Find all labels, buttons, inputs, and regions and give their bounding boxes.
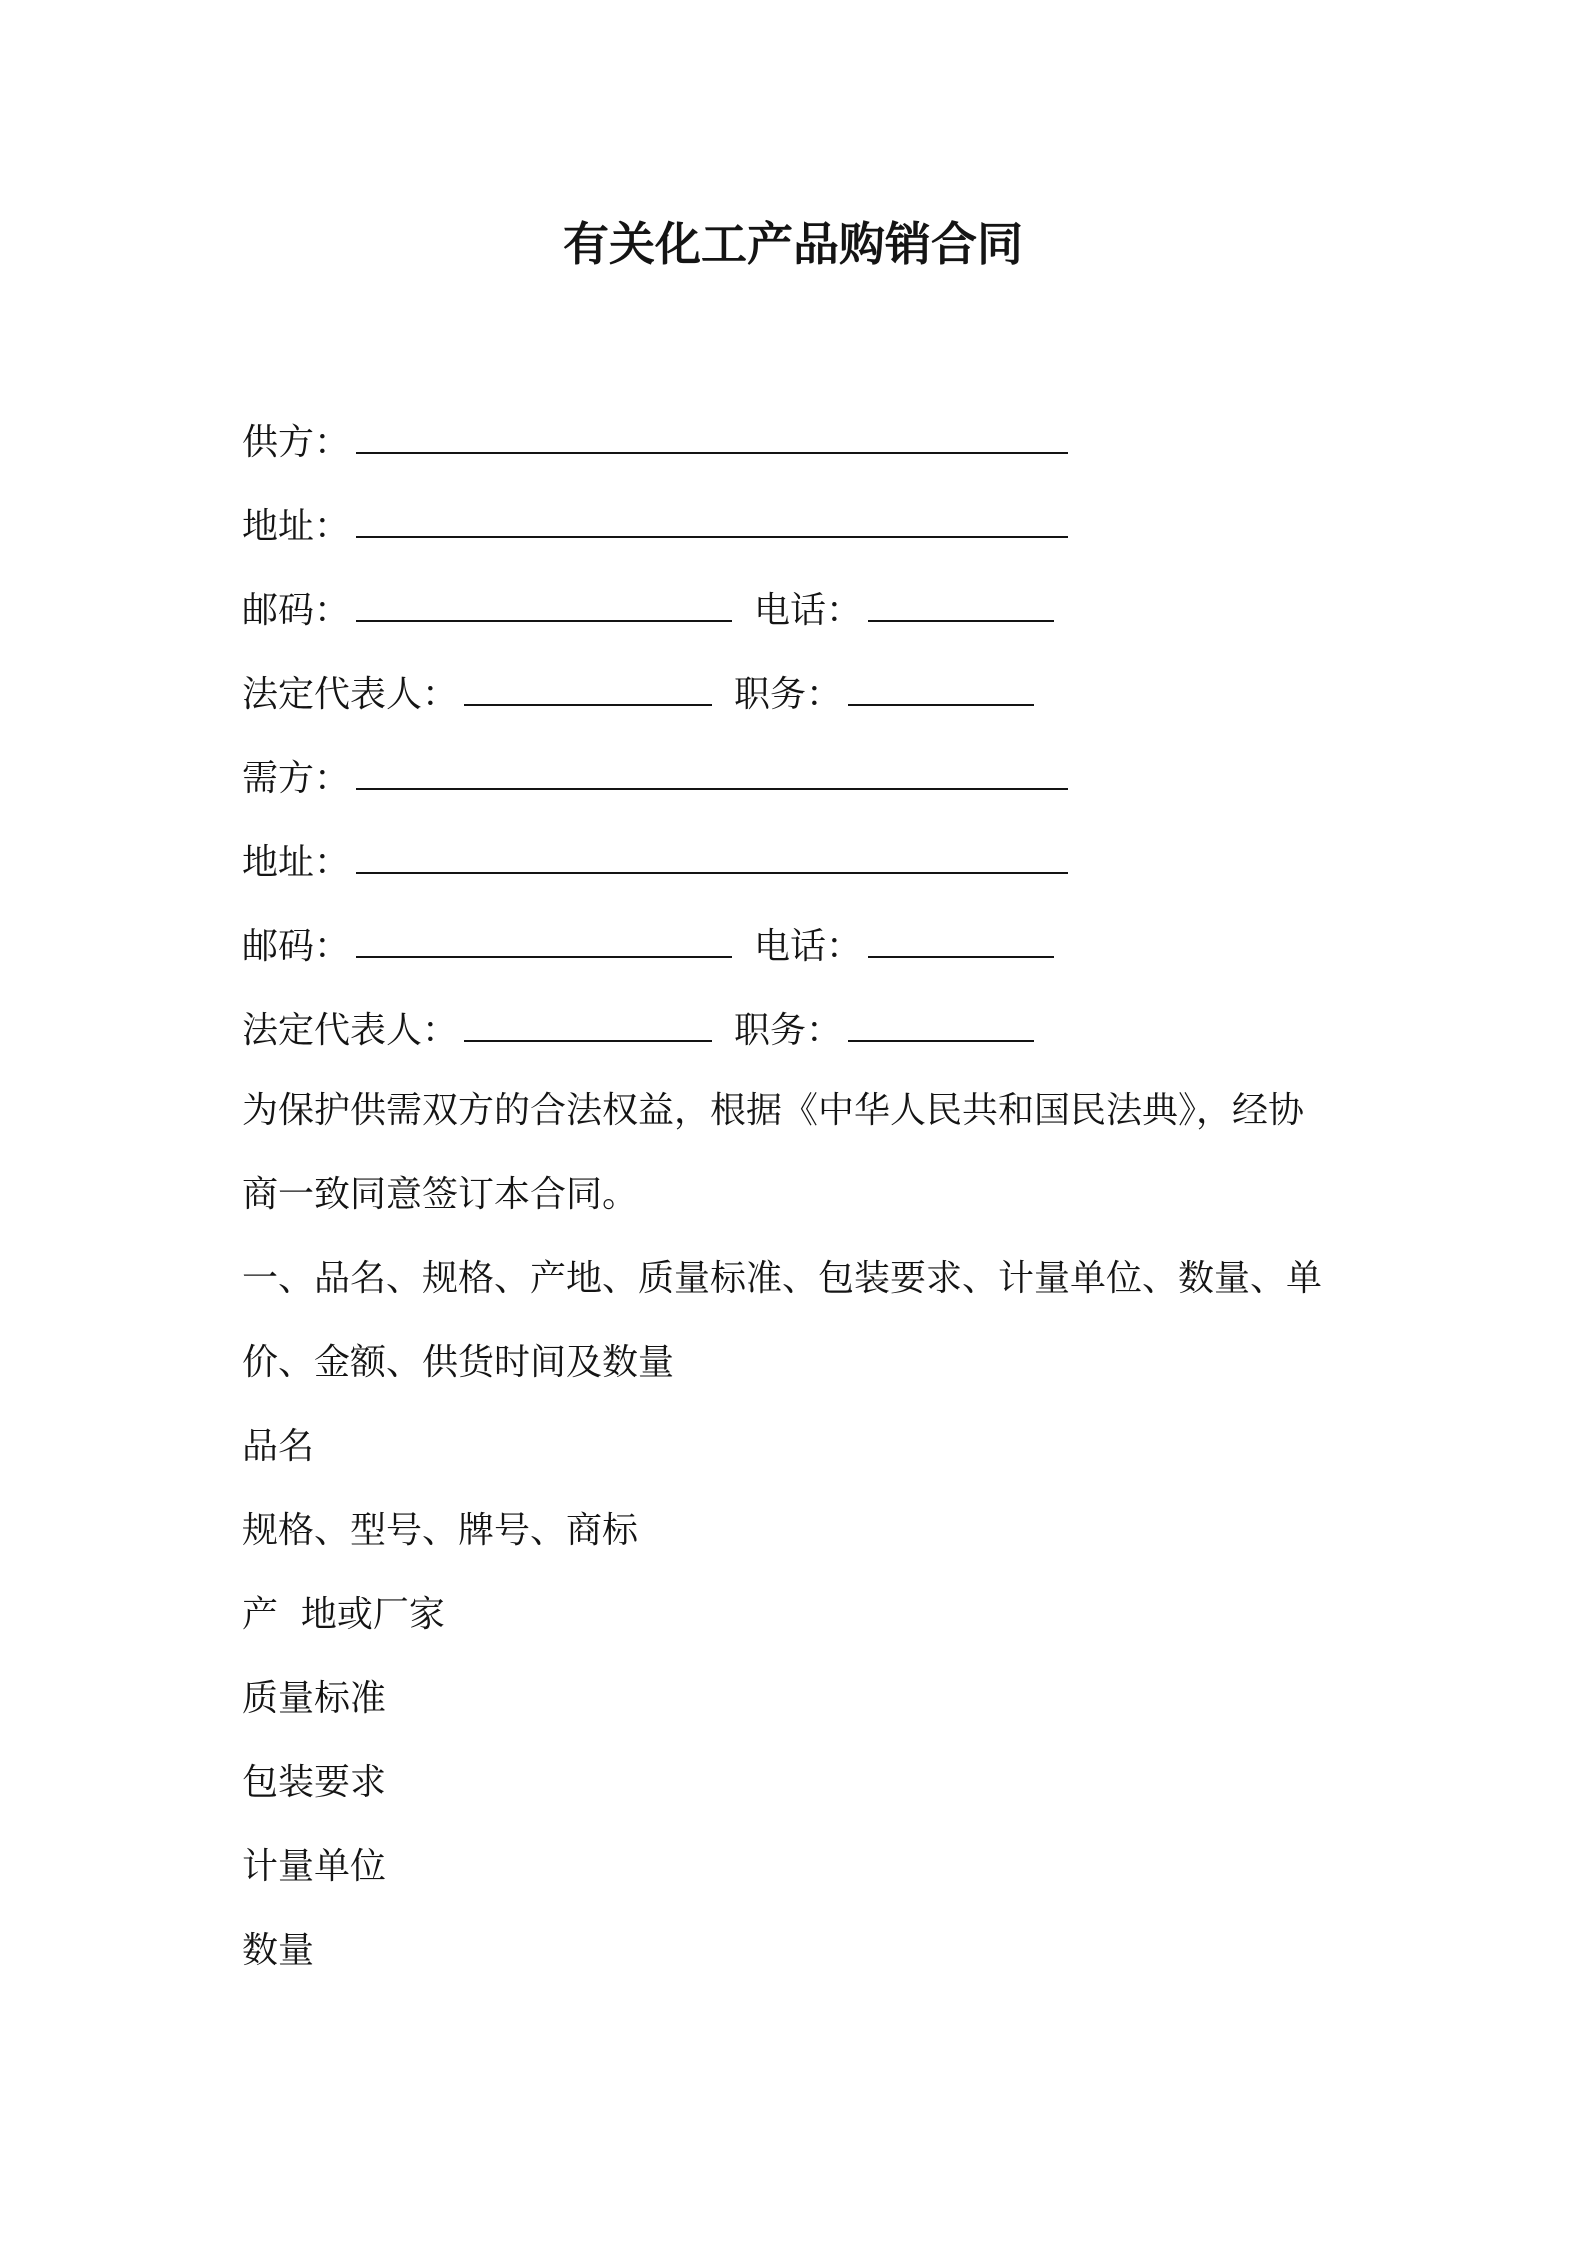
supplier-postcode-row	[242, 588, 1054, 634]
supplier-name-label: 供方：	[242, 422, 351, 463]
buyer-postcode-field[interactable]	[356, 926, 732, 958]
buyer-phone-field[interactable]	[868, 926, 1054, 958]
preamble-line-1: 为保护供需双方的合法权益，根据《中华人民共和国民法典》，经协	[242, 1090, 1305, 1131]
buyer-address-label: 地址：	[242, 842, 351, 883]
supplier-postcode-label: 邮码：	[242, 590, 351, 631]
supplier-address-field[interactable]	[356, 506, 1068, 538]
section-1-heading-line-2: 价、金额、供货时间及数量	[242, 1342, 675, 1383]
item-quantity: 数量	[242, 1930, 315, 1971]
supplier-position-field[interactable]	[848, 674, 1034, 706]
supplier-position-label: 职务：	[734, 674, 843, 715]
contract-title: 有关化工产品购销合同	[563, 217, 1023, 271]
buyer-name-row	[242, 756, 1068, 802]
buyer-phone-label: 电话：	[754, 926, 863, 967]
supplier-name-field[interactable]	[356, 422, 1068, 454]
item-origin: 产 地或厂家	[242, 1594, 445, 1635]
buyer-address-field[interactable]	[356, 842, 1068, 874]
buyer-address-row	[242, 840, 1068, 886]
buyer-legal-rep-row	[242, 1008, 1034, 1054]
buyer-postcode-label: 邮码：	[242, 926, 351, 967]
buyer-name-label: 需方：	[242, 758, 351, 799]
supplier-legal-rep-field[interactable]	[464, 674, 712, 706]
supplier-phone-field[interactable]	[868, 590, 1054, 622]
item-quality-standard: 质量标准	[242, 1678, 387, 1719]
preamble-line-2: 商一致同意签订本合同。	[242, 1174, 639, 1215]
buyer-legal-rep-label: 法定代表人：	[242, 1010, 459, 1051]
section-1-heading-line-1: 一、品名、规格、产地、质量标准、包装要求、计量单位、数量、单	[242, 1258, 1323, 1299]
buyer-position-field[interactable]	[848, 1010, 1034, 1042]
item-specification: 规格、型号、牌号、商标	[242, 1510, 639, 1551]
buyer-legal-rep-field[interactable]	[464, 1010, 712, 1042]
item-product-name: 品名	[242, 1426, 315, 1467]
buyer-name-field[interactable]	[356, 758, 1068, 790]
supplier-address-label: 地址：	[242, 506, 351, 547]
supplier-address-row	[242, 504, 1068, 550]
buyer-position-label: 职务：	[734, 1010, 843, 1051]
supplier-name-row	[242, 420, 1068, 466]
buyer-postcode-row	[242, 924, 1054, 970]
supplier-postcode-field[interactable]	[356, 590, 732, 622]
item-packaging: 包装要求	[242, 1762, 387, 1803]
item-unit: 计量单位	[242, 1846, 387, 1887]
supplier-legal-rep-row	[242, 672, 1034, 718]
supplier-legal-rep-label: 法定代表人：	[242, 674, 459, 715]
supplier-phone-label: 电话：	[754, 590, 863, 631]
